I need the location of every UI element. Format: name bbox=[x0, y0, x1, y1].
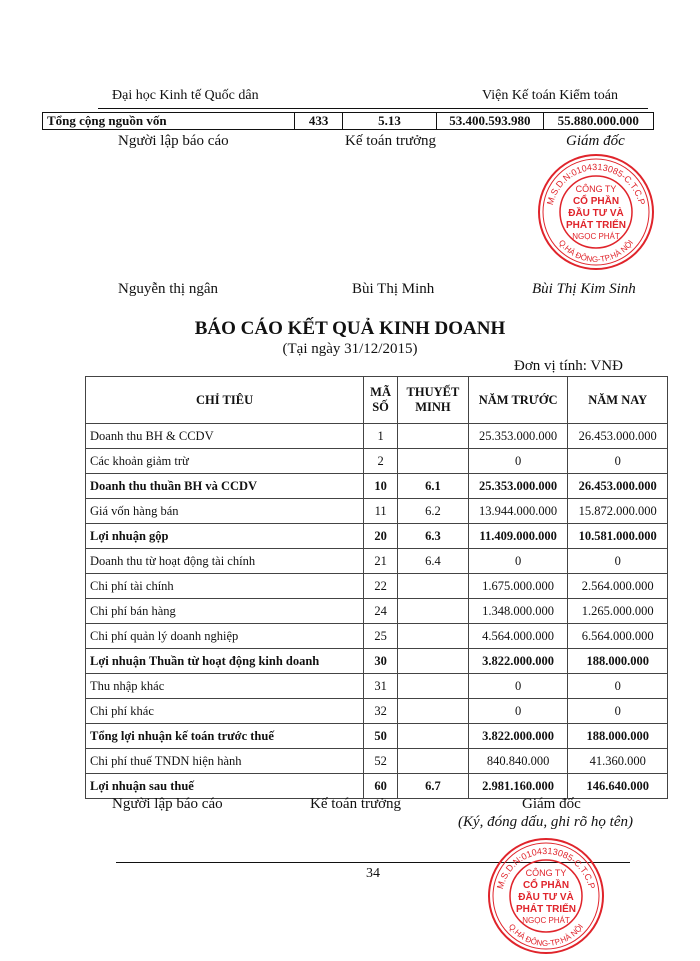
seal-top-line3: ĐẦU TƯ VÀ bbox=[568, 208, 624, 219]
row-item-name: Chi phí tài chính bbox=[86, 574, 364, 599]
table-row bbox=[86, 499, 668, 524]
table-row bbox=[86, 624, 668, 649]
row-code: 25 bbox=[364, 624, 398, 649]
row-code: 11 bbox=[364, 499, 398, 524]
row-code: 20 bbox=[364, 524, 398, 549]
balance-total-row bbox=[42, 112, 654, 130]
row-curr-year: 26.453.000.000 bbox=[568, 474, 668, 499]
row-code: 1 bbox=[364, 424, 398, 449]
row-item-name: Lợi nhuận gộp bbox=[86, 524, 364, 549]
row-prev-year: 25.353.000.000 bbox=[468, 474, 568, 499]
row-prev-year: 3.822.000.000 bbox=[468, 724, 568, 749]
row-item-name: Doanh thu BH & CCDV bbox=[86, 424, 364, 449]
total-curr: 55.880.000.000 bbox=[543, 113, 653, 130]
top-accountant-title: Kế toán trưởng bbox=[345, 133, 437, 149]
row-prev-year: 2.981.160.000 bbox=[468, 774, 568, 799]
report-subtitle: (Tại ngày 31/12/2015) bbox=[282, 341, 418, 357]
row-item-name: Lợi nhuận Thuần từ hoạt động kinh doanh bbox=[86, 649, 364, 674]
table-row bbox=[86, 574, 668, 599]
col-header-code: MÃ SỐ bbox=[364, 377, 398, 424]
top-preparer-name: Nguyễn thị ngân bbox=[118, 281, 218, 297]
row-code: 24 bbox=[364, 599, 398, 624]
seal-bottom-line1: CÔNG TY bbox=[525, 868, 567, 878]
seal-top-line4: PHÁT TRIỂN bbox=[566, 220, 626, 231]
row-prev-year: 1.348.000.000 bbox=[468, 599, 568, 624]
seal-top-line5: NGỌC PHÁT bbox=[572, 232, 620, 241]
seal-bottom-line3: ĐẦU TƯ VÀ bbox=[518, 892, 574, 903]
header-rule bbox=[98, 108, 648, 109]
table-row bbox=[86, 649, 668, 674]
row-prev-year: 0 bbox=[468, 549, 568, 574]
row-curr-year: 0 bbox=[568, 674, 668, 699]
row-note bbox=[398, 624, 469, 649]
table-row bbox=[86, 599, 668, 624]
bottom-accountant-title: Kế toán trưởng bbox=[310, 796, 402, 812]
row-prev-year: 0 bbox=[468, 674, 568, 699]
row-item-name: Doanh thu từ hoạt động tài chính bbox=[86, 549, 364, 574]
top-preparer-title: Người lập báo cáo bbox=[118, 133, 229, 149]
row-code: 30 bbox=[364, 649, 398, 674]
row-code: 10 bbox=[364, 474, 398, 499]
row-prev-year: 13.944.000.000 bbox=[468, 499, 568, 524]
top-director-title: Giám đốc bbox=[566, 133, 625, 149]
table-row bbox=[86, 749, 668, 774]
row-note: 6.3 bbox=[398, 524, 469, 549]
seal-bottom-line4: PHÁT TRIỂN bbox=[516, 904, 576, 915]
row-item-name: Chi phí khác bbox=[86, 699, 364, 724]
row-curr-year: 41.360.000 bbox=[568, 749, 668, 774]
row-curr-year: 0 bbox=[568, 449, 668, 474]
seal-bottom-line2: CỔ PHẦN bbox=[522, 880, 570, 891]
row-code: 60 bbox=[364, 774, 398, 799]
row-prev-year: 11.409.000.000 bbox=[468, 524, 568, 549]
row-prev-year: 3.822.000.000 bbox=[468, 649, 568, 674]
svg-text:Q.HÀ ĐÔNG-TP.HÀ NỘI bbox=[507, 922, 585, 948]
row-prev-year: 0 bbox=[468, 449, 568, 474]
table-row bbox=[86, 424, 668, 449]
row-curr-year: 146.640.000 bbox=[568, 774, 668, 799]
table-row bbox=[86, 699, 668, 724]
row-item-name: Doanh thu thuần BH và CCDV bbox=[86, 474, 364, 499]
report-title: BÁO CÁO KẾT QUẢ KINH DOANH bbox=[194, 318, 506, 339]
row-item-name: Lợi nhuận sau thuế bbox=[86, 774, 364, 799]
total-label: Tổng cộng nguồn vốn bbox=[43, 113, 295, 130]
row-code: 50 bbox=[364, 724, 398, 749]
row-curr-year: 188.000.000 bbox=[568, 724, 668, 749]
row-curr-year: 26.453.000.000 bbox=[568, 424, 668, 449]
col-header-prev: NĂM TRƯỚC bbox=[468, 377, 568, 424]
header-institute: Viện Kế toán Kiểm toán bbox=[482, 88, 619, 103]
row-code: 22 bbox=[364, 574, 398, 599]
row-note bbox=[398, 424, 469, 449]
bottom-preparer-title: Người lập báo cáo bbox=[112, 796, 223, 812]
row-curr-year: 2.564.000.000 bbox=[568, 574, 668, 599]
row-note: 6.4 bbox=[398, 549, 469, 574]
row-curr-year: 1.265.000.000 bbox=[568, 599, 668, 624]
company-seal-top bbox=[536, 152, 656, 272]
row-code: 52 bbox=[364, 749, 398, 774]
row-curr-year: 6.564.000.000 bbox=[568, 624, 668, 649]
row-item-name: Chi phí thuế TNDN hiện hành bbox=[86, 749, 364, 774]
row-code: 2 bbox=[364, 449, 398, 474]
svg-text:Q.HÀ ĐÔNG-TP.HÀ NỘI bbox=[557, 238, 635, 264]
page-number: 34 bbox=[366, 866, 380, 881]
table-row bbox=[86, 674, 668, 699]
total-code: 433 bbox=[295, 113, 343, 130]
row-code: 32 bbox=[364, 699, 398, 724]
col-header-note: THUYẾT MINH bbox=[398, 377, 469, 424]
total-prev: 53.400.593.980 bbox=[437, 113, 543, 130]
seal-bottom-line5: NGỌC PHÁT bbox=[522, 916, 570, 925]
col-header-curr: NĂM NAY bbox=[568, 377, 668, 424]
seal-bottom-ring-text: M.S.D.N:0104313085-C.T.C.P bbox=[494, 845, 597, 890]
top-director-name: Bùi Thị Kim Sinh bbox=[532, 281, 636, 297]
header-university: Đại học Kinh tế Quốc dân bbox=[112, 88, 259, 103]
row-code: 31 bbox=[364, 674, 398, 699]
row-note bbox=[398, 599, 469, 624]
row-note bbox=[398, 449, 469, 474]
row-item-name: Chi phí quản lý doanh nghiệp bbox=[86, 624, 364, 649]
row-prev-year: 1.675.000.000 bbox=[468, 574, 568, 599]
row-note bbox=[398, 574, 469, 599]
seal-top-line2: CỔ PHẦN bbox=[572, 196, 620, 207]
bottom-director-title: Giám đốc bbox=[522, 796, 581, 812]
row-note: 6.1 bbox=[398, 474, 469, 499]
seal-top-ring-text: M.S.D.N:0104313085-C.T.C.P bbox=[544, 161, 647, 206]
row-prev-year: 840.840.000 bbox=[468, 749, 568, 774]
row-item-name: Thu nhập khác bbox=[86, 674, 364, 699]
bottom-director-note: (Ký, đóng dấu, ghi rõ họ tên) bbox=[458, 814, 633, 830]
table-row bbox=[86, 549, 668, 574]
table-row bbox=[86, 724, 668, 749]
row-prev-year: 25.353.000.000 bbox=[468, 424, 568, 449]
seal-bottom-bottom-text: Q.HÀ ĐÔNG-TP.HÀ NỘI bbox=[506, 922, 586, 949]
table-row bbox=[86, 774, 668, 799]
top-accountant-name: Bùi Thị Minh bbox=[352, 281, 435, 297]
company-seal-bottom bbox=[486, 836, 606, 956]
row-note bbox=[398, 649, 469, 674]
row-curr-year: 0 bbox=[568, 699, 668, 724]
row-note: 6.2 bbox=[398, 499, 469, 524]
row-curr-year: 0 bbox=[568, 549, 668, 574]
seal-top-bottom-text: Q.HÀ ĐÔNG-TP.HÀ NỘI bbox=[556, 238, 636, 265]
table-row bbox=[86, 474, 668, 499]
row-prev-year: 4.564.000.000 bbox=[468, 624, 568, 649]
row-note bbox=[398, 674, 469, 699]
total-note: 5.13 bbox=[342, 113, 436, 130]
row-code: 21 bbox=[364, 549, 398, 574]
row-note bbox=[398, 699, 469, 724]
row-note bbox=[398, 724, 469, 749]
table-row bbox=[86, 449, 668, 474]
row-item-name: Các khoản giảm trừ bbox=[86, 449, 364, 474]
income-statement-table bbox=[85, 376, 668, 799]
row-note: 6.7 bbox=[398, 774, 469, 799]
report-unit: Đơn vị tính: VNĐ bbox=[514, 358, 623, 374]
row-note bbox=[398, 749, 469, 774]
row-item-name: Chi phí bán hàng bbox=[86, 599, 364, 624]
col-header-item: CHỈ TIÊU bbox=[86, 377, 364, 424]
table-row bbox=[86, 524, 668, 549]
row-item-name: Tổng lợi nhuận kế toán trước thuế bbox=[86, 724, 364, 749]
row-curr-year: 10.581.000.000 bbox=[568, 524, 668, 549]
row-curr-year: 188.000.000 bbox=[568, 649, 668, 674]
seal-top-line1: CÔNG TY bbox=[575, 184, 617, 194]
row-item-name: Giá vốn hàng bán bbox=[86, 499, 364, 524]
row-curr-year: 15.872.000.000 bbox=[568, 499, 668, 524]
row-prev-year: 0 bbox=[468, 699, 568, 724]
